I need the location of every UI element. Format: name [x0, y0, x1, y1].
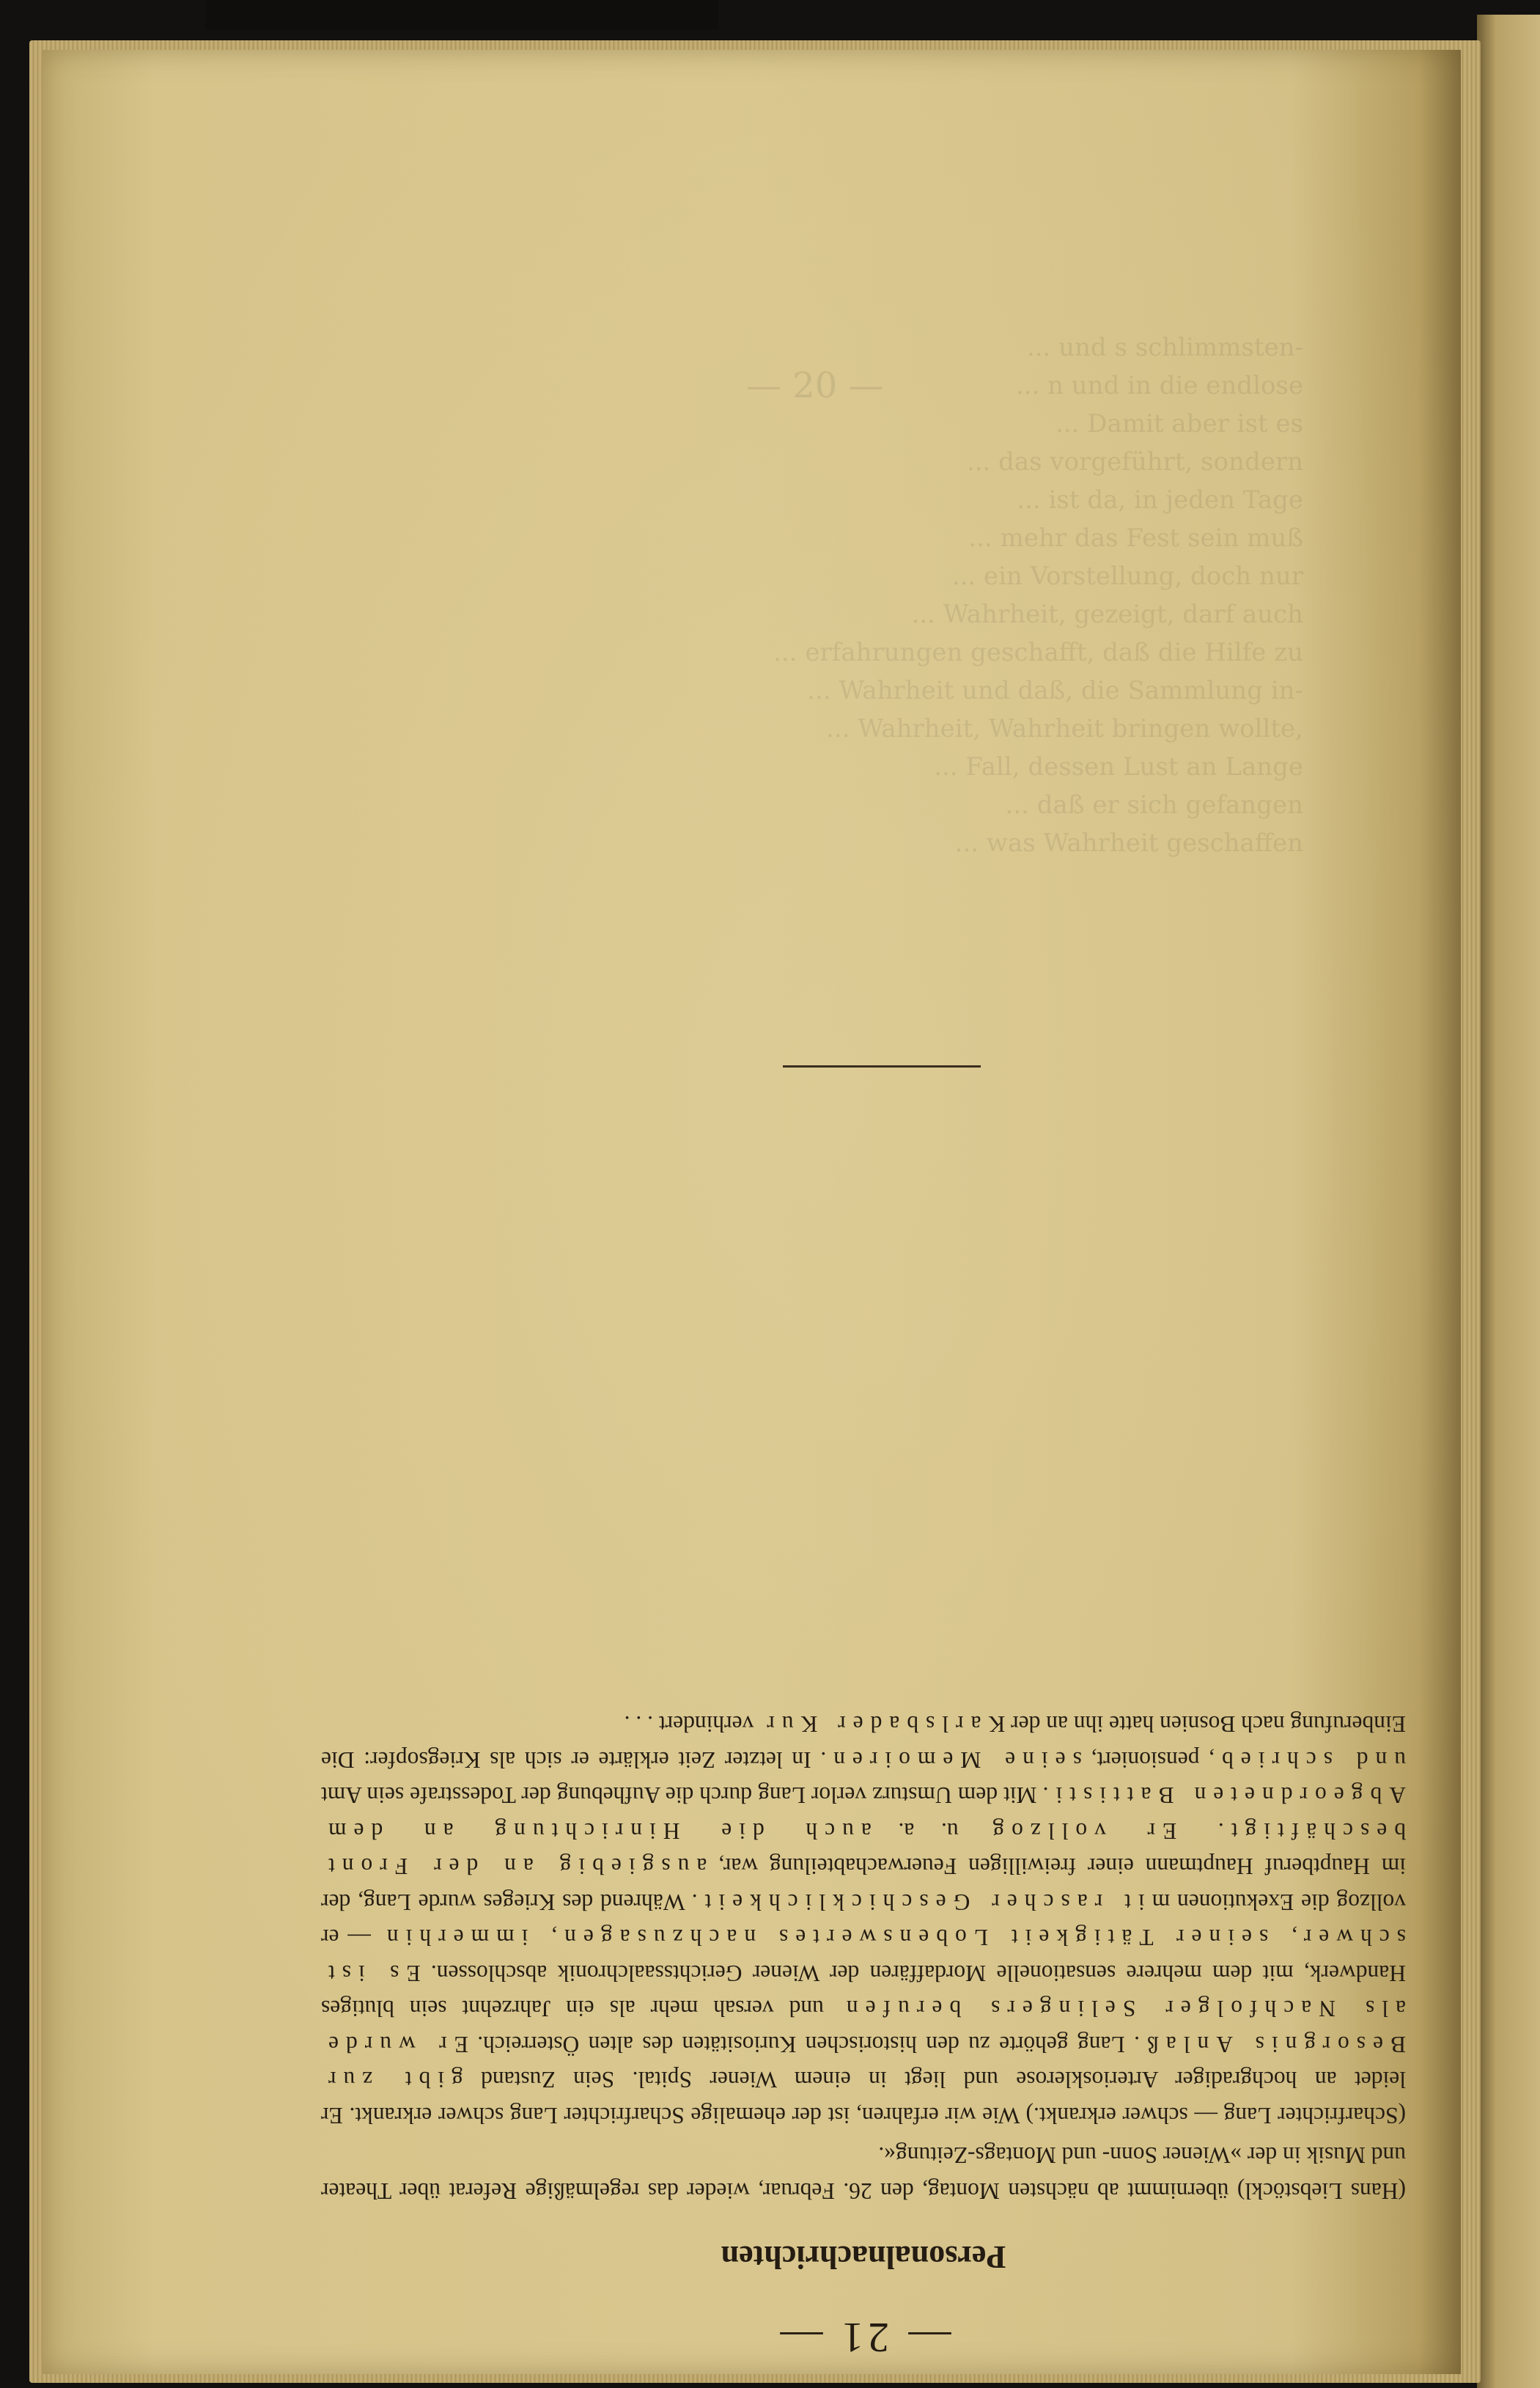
article-body	[321, 1706, 1406, 2208]
text-run: . Lang gehörte zu den historischen Kuriositäten des alten Österreich.	[468, 2032, 1140, 2057]
binding-shadow	[205, 0, 718, 29]
emphasized-text-run: Karlsbader Kur	[759, 1711, 1006, 1738]
text-run: — er vollzog die Exekutionen	[321, 1889, 1406, 1951]
emphasized-text-run: auch die Hinrichtung an dem Abgeordneten Battisti	[321, 1782, 1406, 1844]
bleed-through-page-number: — 20 —	[746, 365, 884, 406]
paragraph	[321, 2137, 1406, 2208]
text-run: verhindert . . .	[624, 1711, 760, 1738]
emphasized-text-run: Es ist schwer, seiner Tätigkeit Lobenswertes nachzusagen, immerhin	[321, 1925, 1406, 1986]
emphasized-text-run: Er wurde als Nachfolger Selingers berufen	[320, 1996, 1406, 2057]
book-page	[43, 50, 1461, 2374]
emphasized-text-run: seine Memoiren	[826, 1747, 1082, 1773]
adjacent-page-edge	[1477, 15, 1540, 2388]
emphasized-text-run: gibt zur Besorgnis Anlaß	[321, 2032, 1406, 2093]
section-divider-rule	[783, 1065, 981, 1068]
text-run: . Mit dem Umsturz verlor Lang durch die Aufhebung der Todesstrafe sein Amt	[321, 1782, 1049, 1809]
printed-text-block-upside-down	[321, 1223, 1406, 2367]
text-run: , pensioniert,	[1081, 1747, 1215, 1773]
text-run: . Während des Krieges wurde Lang, der im Hauptberuf Hauptmann einer freiwilligen Feuerwachabteilung war,	[321, 1854, 1406, 1915]
text-run: (Hans Liebstöckl) übernimmt ab nächsten Montag, den 26. Februar, wieder das regelmäßige Referat über Theater und Musik in der »Wiener Sonn- und Montags-Zeitung«.	[321, 2142, 1406, 2204]
bleed-through-text: ... und s schlimmsten- ... n und in die endlose ... Damit aber ist es ... das vorgeführt, sondern ... ist da, in jeden Tage ... mehr das Fest sein muß ... ein Vorstellung, doch nur ... Wahrheit, gezeigt, darf auch ... erfahrungen geschafft, daß die Hilfe zu ... Wahrheit und daß, die Sammlung in- ... Wahrheit, Wahrheit bringen wollte, ... Fall, dessen Lust an Lange ... daß er sich gefangen ... was Wahrheit geschaffen	[773, 333, 1303, 858]
emphasized-text-run: und schrieb	[1215, 1747, 1406, 1773]
section-title: Personalnachrichten	[721, 2239, 1006, 2275]
text-run: (Scharfrichter Lang — schwer erkrankt.) Wie wir erfahren, ist der ehemalige Scharfrichter Lang schwer erkrankt. Er leidet an hochgradiger Arteriosklerose und liegt in einem Wiener Spital. Sein Zustand	[321, 2067, 1406, 2128]
emphasized-text-run: ausgiebig an der Front beschäftigt. Er vollzog	[320, 1818, 1406, 1880]
paragraph	[321, 1706, 1406, 2133]
text-run: u. a.	[871, 1818, 986, 1844]
emphasized-text-run: mit rascher Geschicklichkeit	[697, 1889, 1171, 1915]
text-run: . In letzter Zeit erklärte er sich als Kriegsopfer: Die Einberufung nach Bosnien hatte ihn an der	[321, 1711, 1406, 1773]
text-run: und versah mehr als ein Jahrzehnt sein blutiges Handwerk, mit dem mehrere sensationelle Mordaffären der Wiener Gerichtssaalchronik abschlossen.	[321, 1961, 1406, 2022]
page-number: — 21 —	[775, 2314, 951, 2362]
